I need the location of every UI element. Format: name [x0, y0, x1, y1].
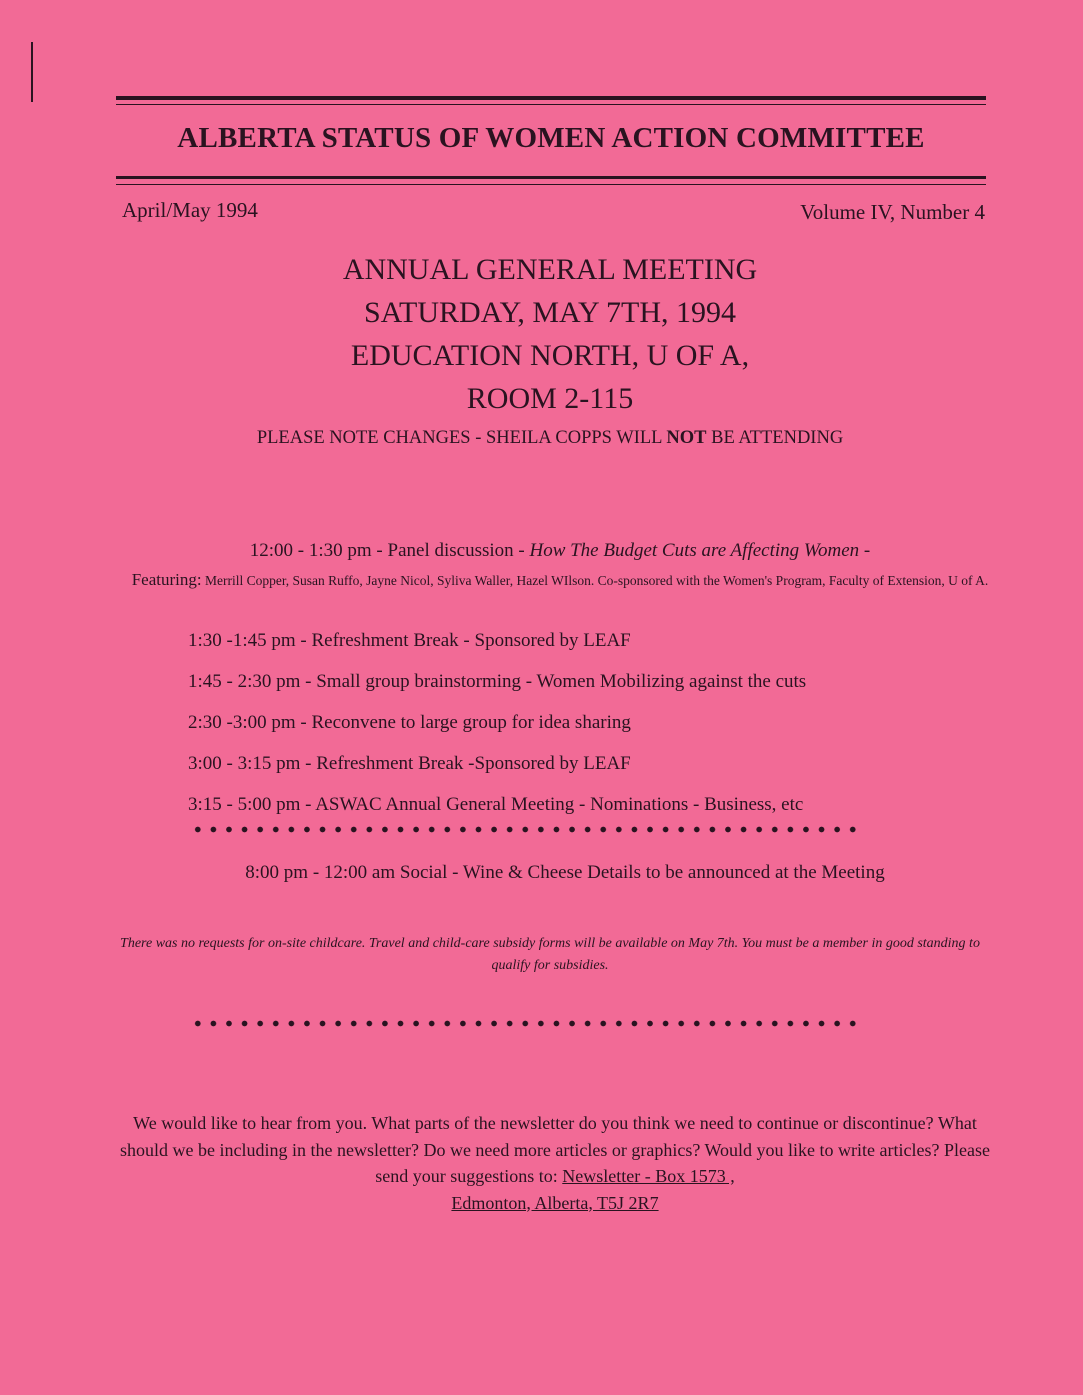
dotted-divider [190, 1020, 860, 1027]
panel-discussion-line [120, 540, 1000, 562]
changes-note-text: PLEASE NOTE CHANGES - SHEILA COPPS WILL [256, 428, 667, 448]
schedule-item: 2:30 -3:00 pm - Reconvene to large group for idea sharing [188, 712, 631, 733]
schedule-list [188, 630, 806, 835]
changes-note [150, 428, 950, 449]
featuring-label: Featuring: [131, 570, 202, 589]
changes-note-emphasis: NOT [666, 428, 707, 448]
panel-dash: - [859, 540, 871, 561]
schedule-item: 1:30 -1:45 pm - Refreshment Break - Sponsored by LEAF [188, 630, 631, 651]
mailing-address-link[interactable]: Newsletter - Box 1573 , [562, 1166, 735, 1186]
header-rule-top-thin [116, 104, 986, 105]
schedule-item: 3:15 - 5:00 pm - ASWAC Annual General Meeting - Nominations - Business, etc [188, 794, 804, 815]
feedback-text: We would like to hear from you. What parts of the newsletter do you think we need to continue or discontinue? What should we be including in the newsletter? Do we need more articles or graphics? Would you like to write articles? Please send your suggestions to: [120, 1113, 990, 1186]
meeting-heading-line: ANNUAL GENERAL MEETING [342, 253, 758, 286]
mailing-address-city-link[interactable]: Edmonton, Alberta, T5J 2R7 [451, 1192, 659, 1213]
social-event-line: 8:00 pm - 12:00 am Social - Wine & Cheese Details to be announced at the Meeting [245, 862, 885, 883]
changes-note-text-end: BE ATTENDING [706, 428, 844, 448]
meeting-heading-line: ROOM 2-115 [466, 382, 634, 415]
meeting-heading-line: EDUCATION NORTH, U OF A, [350, 339, 750, 372]
meeting-heading [200, 248, 900, 420]
dotted-divider [190, 826, 860, 833]
organization-title: ALBERTA STATUS OF WOMEN ACTION COMMITTEE [177, 122, 925, 154]
issue-date: April/May 1994 [122, 198, 258, 222]
header-rule-bottom [116, 176, 986, 179]
childcare-note: There was no requests for on-site childcare. Travel and child-care subsidy forms will be available on May 7th. You must be a member in good standing to qualify for subsidies. [120, 936, 980, 973]
header-rule-bottom-thin [116, 184, 986, 185]
header-rule-top [116, 96, 986, 100]
schedule-item: 3:00 - 3:15 pm - Refreshment Break -Sponsored by LEAF [188, 753, 631, 774]
meeting-heading-line: SATURDAY, MAY 7TH, 1994 [363, 296, 737, 329]
scan-edge-mark [31, 42, 33, 102]
panel-title: How The Budget Cuts are Affecting Women [529, 540, 860, 561]
schedule-item: 1:45 - 2:30 pm - Small group brainstorming - Women Mobilizing against the cuts [188, 671, 807, 692]
panel-featuring [120, 569, 1000, 592]
featuring-text: Merrill Copper, Susan Ruffo, Jayne Nicol, Syliva Waller, Hazel WIlson. Co-sponsored with the Women's Program, Faculty of Extension, U of A. [201, 573, 989, 588]
feedback-paragraph [120, 1110, 990, 1216]
issue-volume: Volume IV, Number 4 [800, 200, 985, 224]
panel-time: 12:00 - 1:30 pm - Panel discussion - [249, 540, 530, 561]
